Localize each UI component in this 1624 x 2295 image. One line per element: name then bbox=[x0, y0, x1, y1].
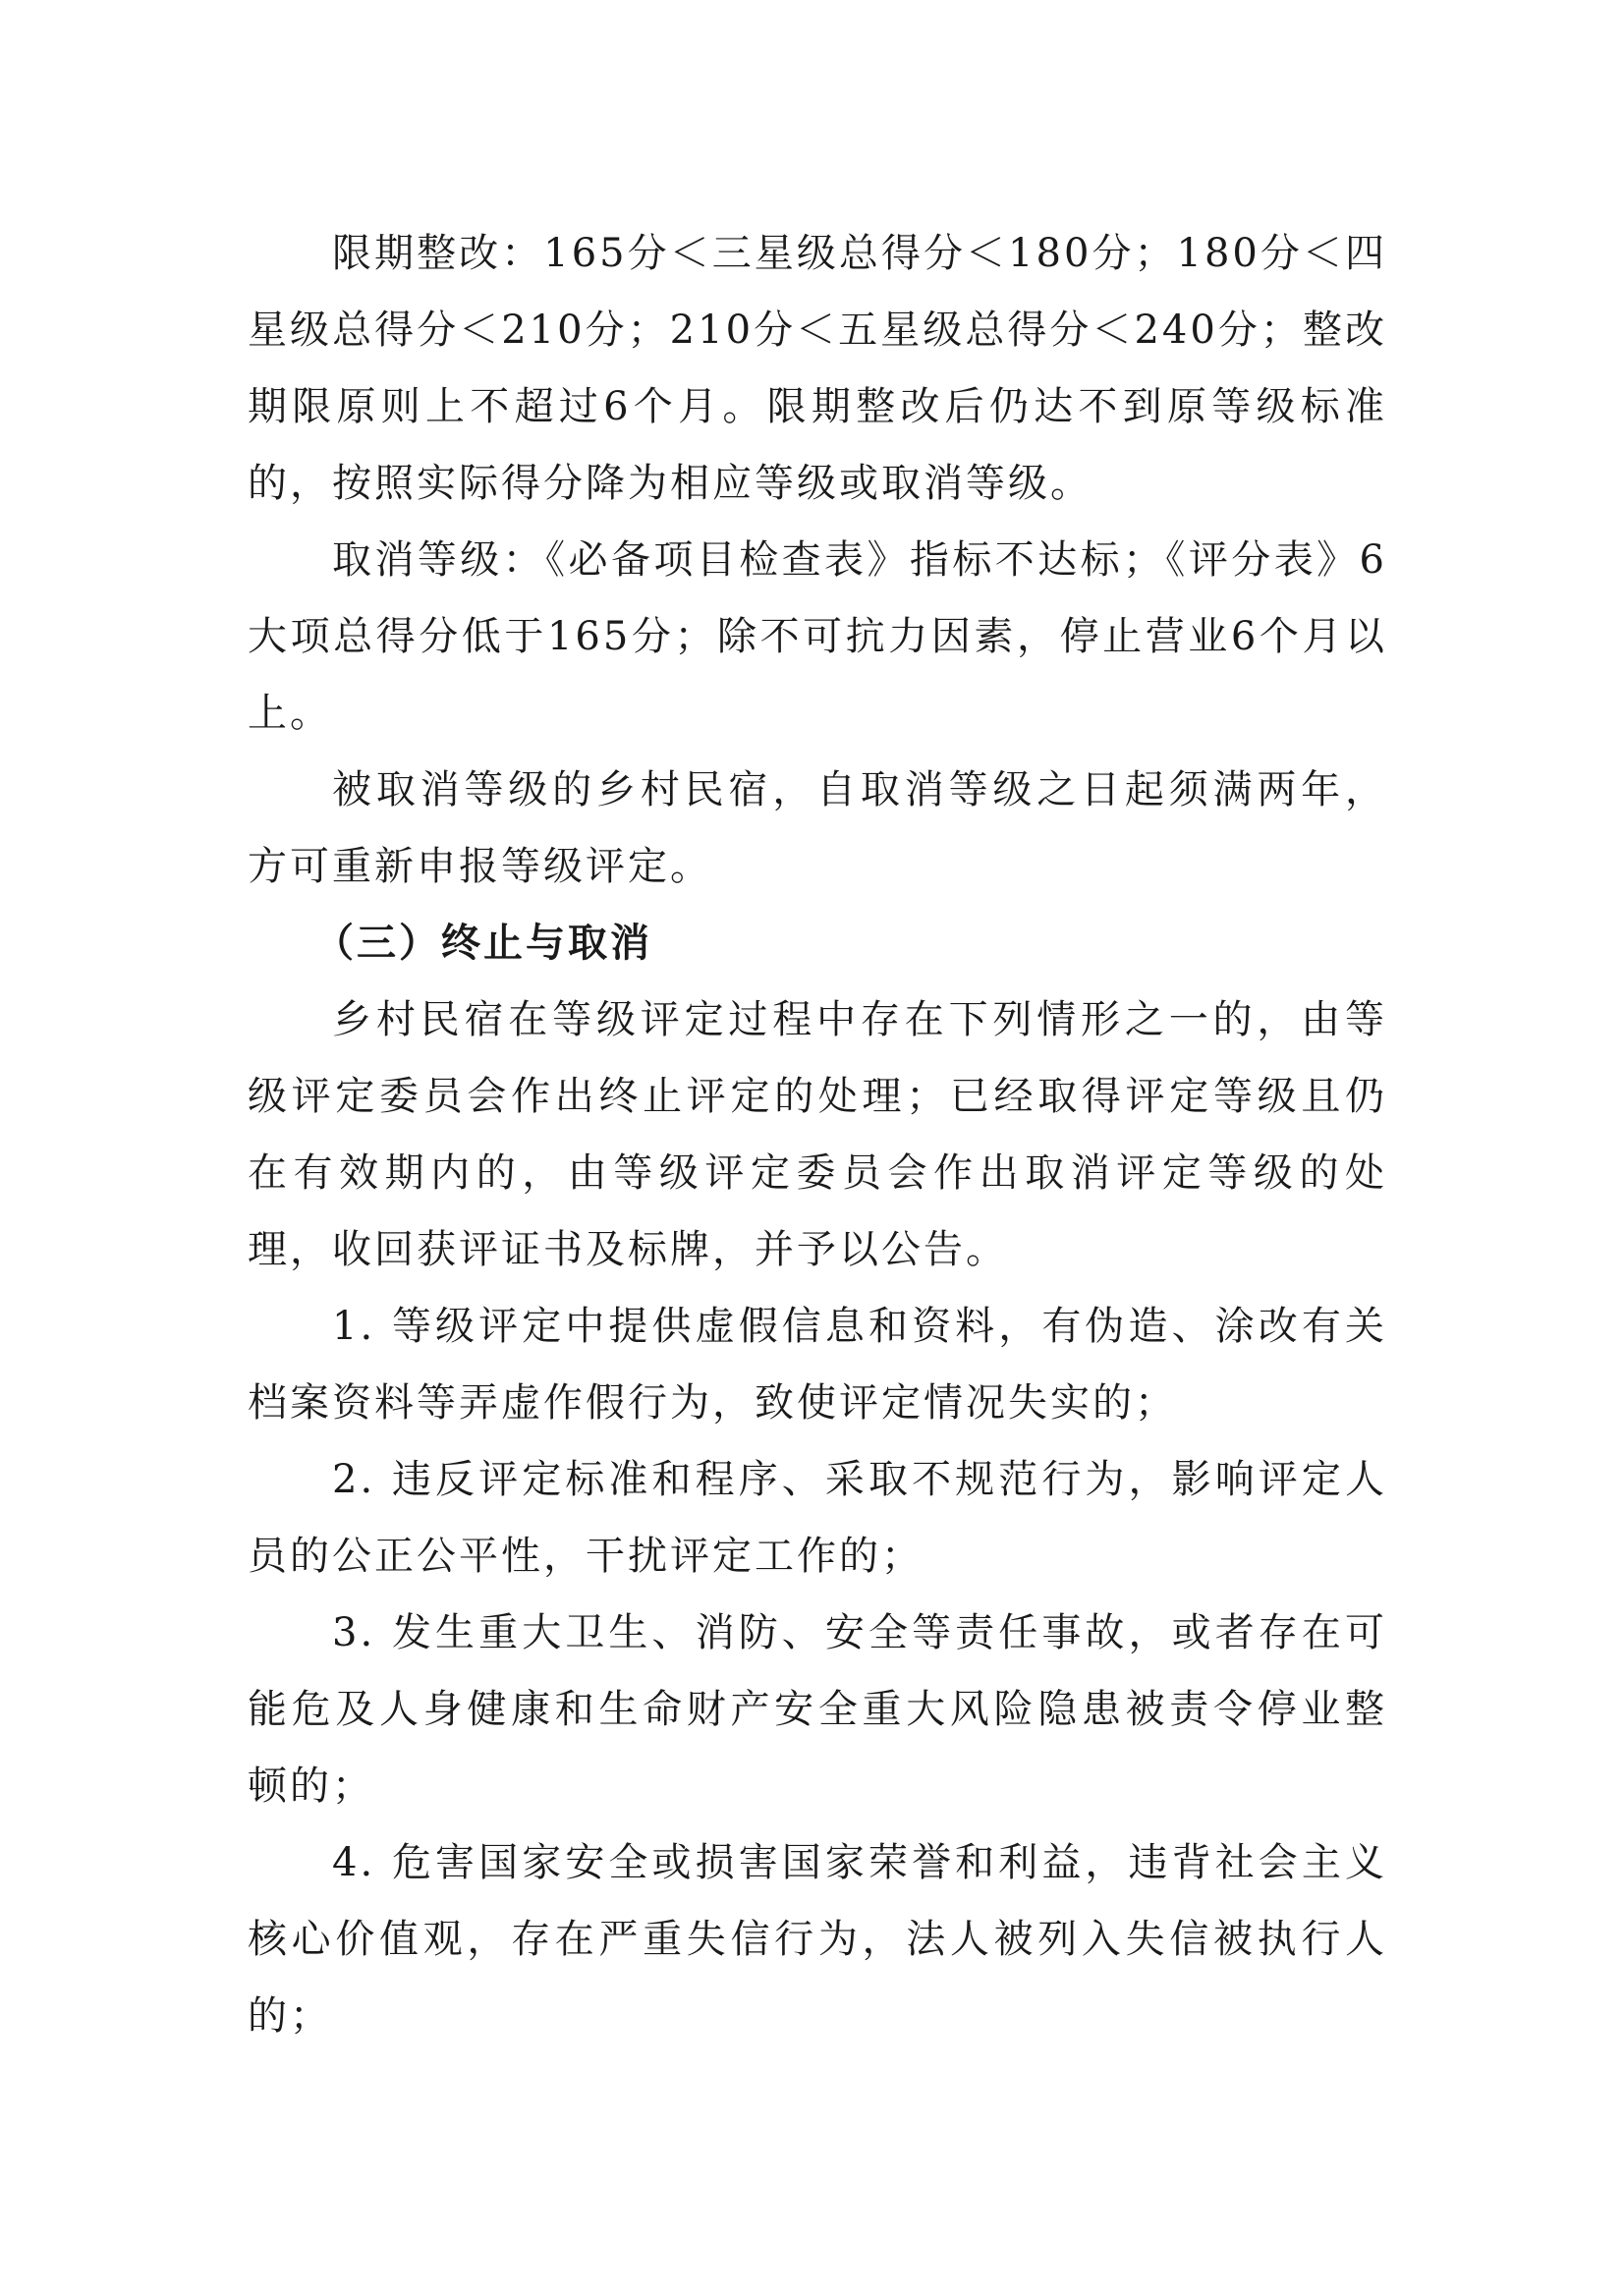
paragraph-rectification-period: 限期整改：165分＜三星级总得分＜180分；180分＜四星级总得分＜210分；210分＜五星级总得分＜240分；整改期限原则上不超过6个月。限期整改后仍达不到原等级标准的，按照实际得分降为相应等级或取消等级。 bbox=[248, 231, 1387, 506]
paragraph-termination-conditions: 乡村民宿在等级评定过程中存在下列情形之一的，由等级评定委员会作出终止评定的处理；已经取得评定等级且仍在有效期内的，由等级评定委员会作出取消评定等级的处理，收回获评证书及标牌，并予以公告。 bbox=[248, 997, 1387, 1272]
paragraph-reapply-after-cancel: 被取消等级的乡村民宿，自取消等级之日起须满两年，方可重新申报等级评定。 bbox=[248, 767, 1387, 889]
list-item-false-information: 1. 等级评定中提供虚假信息和资料，有伪造、涂改有关档案资料等弄虚作假行为，致使评定情况失实的； bbox=[248, 1304, 1387, 1426]
section-heading-termination: （三）终止与取消 bbox=[314, 921, 652, 966]
list-item-procedure-violation: 2. 违反评定标准和程序、采取不规范行为，影响评定人员的公正公平性，干扰评定工作的； bbox=[248, 1457, 1387, 1579]
paragraph-cancel-grade: 取消等级：《必备项目检查表》指标不达标；《评分表》6大项总得分低于165分；除不可抗力因素，停止营业6个月以上。 bbox=[248, 537, 1387, 736]
list-item-safety-accident: 3. 发生重大卫生、消防、安全等责任事故，或者存在可能危及人身健康和生命财产安全重大风险隐患被责令停业整顿的； bbox=[248, 1610, 1387, 1809]
list-item-national-security: 4. 危害国家安全或损害国家荣誉和利益，违背社会主义核心价值观，存在严重失信行为，法人被列入失信被执行人的； bbox=[248, 1840, 1387, 2039]
